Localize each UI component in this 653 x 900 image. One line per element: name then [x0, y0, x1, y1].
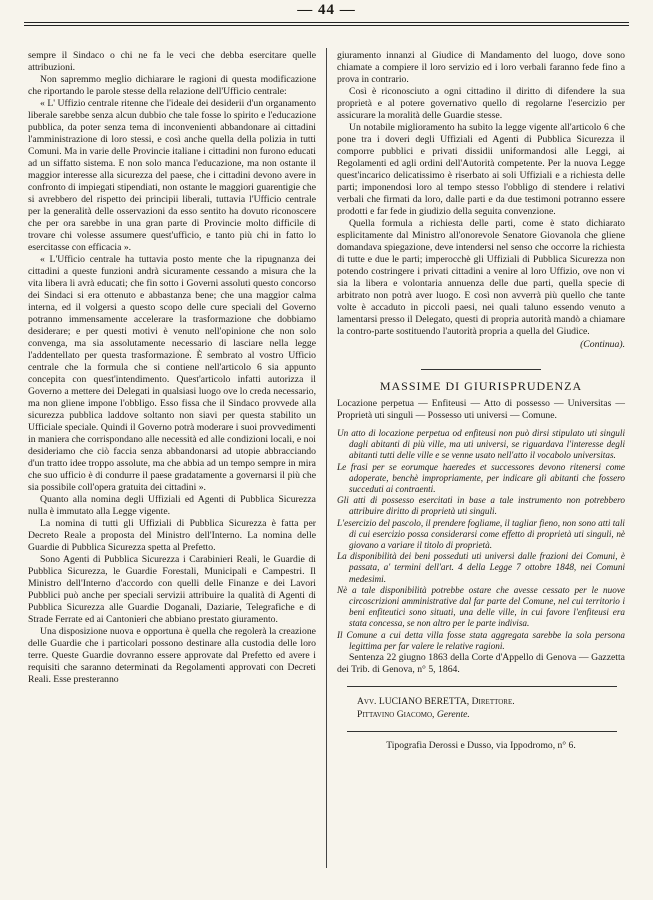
director-name: Avv. LUCIANO BERETTA, — [357, 696, 470, 708]
maxim: Le frasi per se eorumque haeredes et successores devono ritenersi come adoperate, benchè impropriamente, per indicare gli abitanti che fossero succeduti ai contraenti. — [337, 461, 625, 495]
maxim: Gli atti di possesso esercitati in base a tale instrumento non potrebbero attribuire diritto di proprietà uti singuli. — [337, 495, 625, 517]
printer-line: Tipografia Derossi e Dusso, via Ippodromo, n° 6. — [386, 740, 576, 752]
director-role: Direttore. — [471, 696, 515, 708]
page-number: — 44 — — [297, 2, 356, 18]
paragraph: Quanto alla nomina degli Uffiziali ed Agenti di Pubblica Sicurezza nulla è immutato alla Legge vigente. — [28, 494, 316, 517]
continua-note: (Continua). — [580, 339, 625, 350]
manager-line — [357, 708, 625, 721]
maxim: Nè a tale disponibilità potrebbe ostare che avesse cessato per le nuove circoscrizioni amministrative dal far parte del Comune, nel cui territorio i beni enfiteutici sono situati, una delle ville, in cui favore l'enfiteusi era stata concessa, se non altro per le parte indivisa. — [337, 584, 625, 629]
credits — [337, 695, 625, 721]
column-divider — [326, 48, 327, 868]
paragraph: Quella formula a richiesta delle parti, come è stato dichiarato esplicitamente dal Ministro all'onorevole Senatore Giovanola che gliene domandava spiegazione, deve intendersi nel senso che occorre la richiesta di tutte e due le parti; imperocchè gli Uffiziali di Pubblica Sicurezza non potendo costringere i privati cittadini a venire al loro Uffizio, ove non vi sia la libera e volontaria annuenza delle due parti, quella specie di arbitrato non potrà aver luogo. E così non avverrà più quello che tante volte è accaduto in piccoli paesi, nei quali taluno essendo venuto a lamentarsi presso il Delegato, questi di propria autorità mandò a chiamare la contro-parte sostituendo l'autorità propria a quella del Giudice. — [337, 218, 625, 337]
header-rule — [24, 22, 629, 23]
manager-name: Pittavino Giacomo, — [357, 709, 435, 721]
maxims-list — [337, 428, 625, 652]
maxim: La disponibilità dei beni posseduti uti universi dalle frazioni dei Comuni, è passata, a' termini dell'art. 4 della Legge 7 ottobre 1848, nei Comuni medesimi. — [337, 551, 625, 584]
printer-divider — [347, 731, 617, 732]
section-divider — [421, 369, 541, 370]
director-line — [357, 695, 625, 708]
maxim: Il Comune a cui detta villa fosse stata aggregata sarebbe la sola persona legittima per far valere le relative ragioni. — [337, 629, 625, 651]
paragraph: Un notabile miglioramento ha subito la legge vigente all'articolo 6 che pone tra i doveri degli Uffiziali ed Agenti di Pubblica Sicurezza il comporre pubblici e privati dissidii uniformandosi alle Leggi, ai Regolamenti ed agli ordini dell'Autorità competente. Per la nuova Legge quest'incarico delicatissimo è riserbato ai soli Uffiziali e a richiesta delle parti; imponendosi loro al tempo stesso l'obbligo di stendere i relativi verbali che firmati da loro, dalle parti e da due testimoni potranno essere prodotti e far fede in giudizio della seguita convenzione. — [337, 122, 625, 217]
section-heading: MASSIME DI GIURISPRUDENZA — [379, 379, 583, 393]
paragraph: Non sapremmo meglio dichiarare le ragioni di questa modificazione che riportando le parole stesse della relazione dell'Ufficio centrale: — [28, 74, 316, 97]
header-rule-thin — [24, 25, 629, 26]
keywords-line: Locazione perpetua — Enfiteusi — Atto di possesso — Universitas — Proprietà uti singuli — Possesso uti universi — Comune. — [337, 398, 625, 421]
right-column — [337, 50, 625, 752]
maxim: L'esercizio del pascolo, il prendere fogliame, il tagliar fieno, non sono atti tali di cui esercizio possa considerarsi come effetto di proprietà uti singuli, nè giovano a variare il titolo di proprietà. — [337, 517, 625, 551]
manager-role: Gerente. — [436, 709, 470, 721]
paragraph: Una disposizione nuova e opportuna è quella che regolerà la creazione delle Guardie che i particolari possono destinare alla custodia delle loro terre. Queste Guardie dovranno essere approvate dal Prefetto ed avere i requisiti che saranno determinati da Regolamenti approvati con Decreti Reali. Esse presteranno — [28, 626, 316, 685]
sentenza-citation: Sentenza 22 giugno 1863 della Corte d'Appello di Genova — Gazzetta dei Trib. di Genova, n° 5, 1864. — [337, 652, 625, 676]
paragraph: sempre il Sindaco o chi ne fa le veci che debba esercitare quelle attribuzioni. — [28, 50, 316, 73]
paragraph-quote: « L'Ufficio centrale ha tuttavia posto mente che la ripugnanza dei cittadini a queste funzioni andrà sicuramente cessando a misura che la vita libera li avrà educati; che fin sotto i Governi assoluti questo concorso dei Sindaci si era ottenuto e abbastanza bene; che una maggior calma interna, ed il volgersi a questo scopo delle cure speciali del Governo potranno immensamente accelerare la trasformazione che dobbiamo desiderare; e per questi motivi è venuto nell'opinione che non solo convenga, ma sia assolutamente necessario di lasciare nella legge l'addentellato per questa trasformazione. È sembrato al vostro Ufficio centrale che la formula che si contiene nell'articolo 6 sia appunto concepita con quest'intendimento. Quest'articolo infatti autorizza il Governo a mettere dei Delegati in qualsiasi luogo ove lo creda necessario, ma non gliene impone l'obbligo. Esso fissa che il Sindaco provvede alla sicurezza pubblica laddove soltanto non siavi per questa stabilito un Ufficiale speciale. Quindi il Governo potrà moderare i suoi provvedimenti in maniera che corrispondano alle necessità ed alle condizioni locali, e noi desideriamo che ciò faccia senza abbandonarsi ad utopie abbracciando d'un tratto idee troppo assolute, ma che abbia ad un tempo sempre in mira che suo ufficio è di condurre il paese gradatamente a governarsi il più che sia possibile coll'opera gratuita dei cittadini ». — [28, 254, 316, 493]
paragraph: Sono Agenti di Pubblica Sicurezza i Carabinieri Reali, le Guardie di Pubblica Sicurezza, le Guardie Forestali, Municipali e Campestri. Il Ministro dell'Interno d'accordo con quelli delle Finanze e dei Lavori Pubblici può anche per speciali servizii attribuire la qualità di Agenti di Pubblica Sicurezza alle Guardie Doganali, Daziarie, Telegrafiche e di Strade Ferrate ed ai Cantonieri che abbiano prestato giuramento. — [28, 554, 316, 625]
paragraph: Così è riconosciuto a ogni cittadino il diritto di difendere la sua proprietà e al potere governativo quello di regolarne l'esercizio per assicurare la moralità delle Guardie stesse. — [337, 86, 625, 121]
maxim: Un atto di locazione perpetua od enfiteusi non può dirsi stipulato uti singuli dagli abitanti di più ville, ma uti universi, se riguardava l'interesse degli abitanti tutti delle ville e se venne usato nell'atto il vocabolo universitas. — [337, 428, 625, 461]
paragraph-quote: « L' Uffizio centrale ritenne che l'ideale dei desiderii d'un organamento liberale sarebbe senza alcun dubbio che tale fosse lo spirito e l'educazione pubblica, da poter senza tema di inconvenienti abbandonare ai cittadini l'amministrazione di loro stessi, e così anche quella della polizia in tutti Comuni. Ma in varie delle Provincie italiane i cittadini non furono educati ad un siffatto sistema. E non solo manca l'educazione, ma non ostante il maggior interesse alla sicurezza del paese, che i cittadini devono avere in confronto di impiegati stipendiati, non ostante le maggiori guarentigie che si avrebbero del rispetto dei principii liberali, tuttavia l'Ufficio centrale per la generalità delle osservazioni da esso sentito ha dovuto riconoscere che per ora sarebbe in una gran parte di Provincie molto difficile di trovare chi volesse assumere quest'ufficio, e tanto più chi in fatto lo esercitasse con efficacia ». — [28, 98, 316, 253]
left-column — [28, 50, 316, 686]
credits-divider — [347, 686, 617, 687]
paragraph: giuramento innanzi al Giudice di Mandamento del luogo, dove sono chiamate a compiere il loro servizio ed i loro verbali faranno fede fino a prova in contrario. — [337, 50, 625, 85]
paragraph: La nomina di tutti gli Uffiziali di Pubblica Sicurezza è fatta per Decreto Reale a proposta del Ministro dell'Interno. La nomina delle Guardie di Pubblica Sicurezza spetta al Prefetto. — [28, 518, 316, 553]
